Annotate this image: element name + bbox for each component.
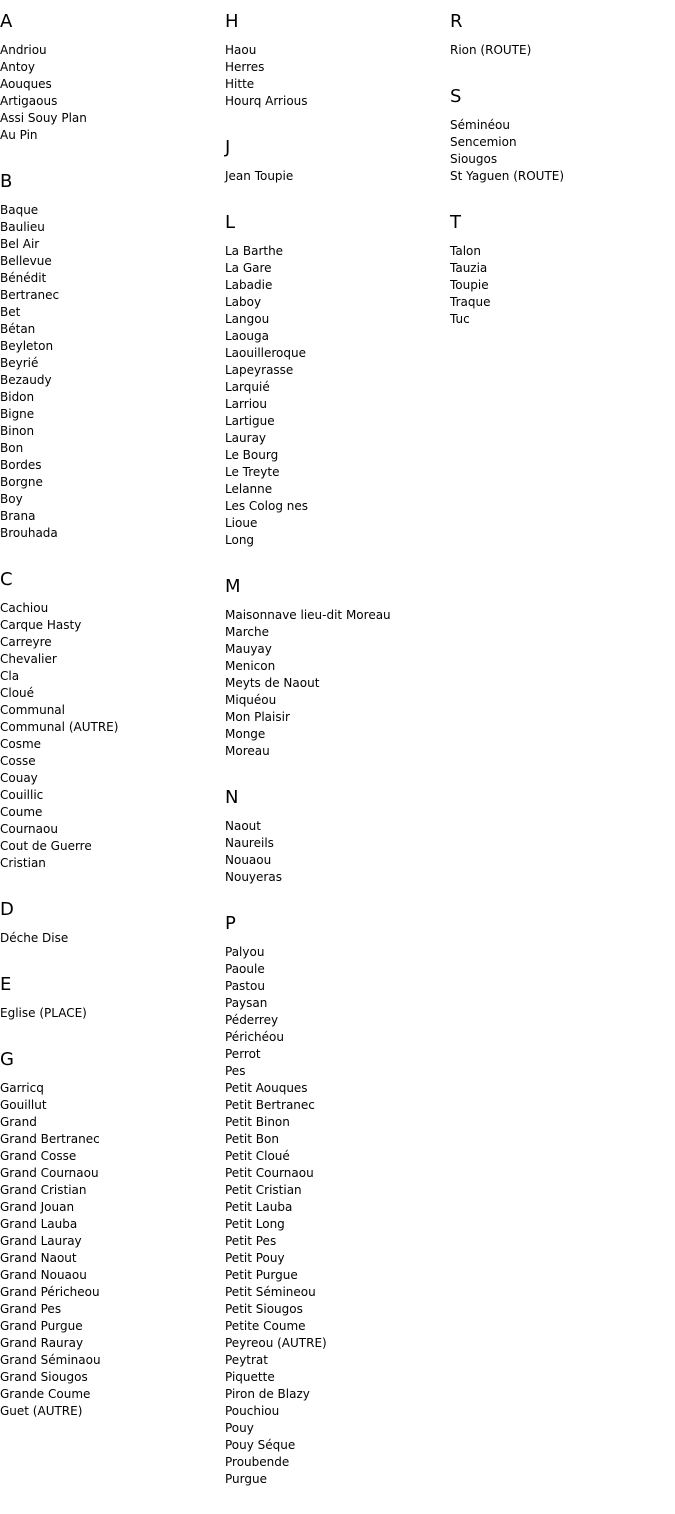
- place-name: La Gare: [225, 261, 272, 275]
- place-name: Nouaou: [225, 853, 272, 867]
- place-name: Les Colog nes: [225, 499, 308, 513]
- place-name: Bertranec: [0, 288, 60, 302]
- place-name: Bel Air: [0, 237, 40, 251]
- place-name: Beyrié: [0, 356, 39, 370]
- place-name: Naout: [225, 819, 261, 833]
- place-name: Haou: [225, 43, 257, 57]
- section-s: [450, 85, 675, 185]
- place-name: Bordes: [0, 458, 42, 472]
- place-name: Petit Cristian: [225, 1183, 302, 1197]
- place-name: Petit Pes: [225, 1234, 277, 1248]
- place-name: Cosme: [0, 737, 42, 751]
- section-h: [225, 10, 450, 110]
- place-name: Herres: [225, 60, 265, 74]
- place-name: Garricq: [0, 1081, 44, 1095]
- column-2: [225, 10, 450, 1514]
- place-name: Petit Pouy: [225, 1251, 285, 1265]
- section-b: [0, 170, 225, 542]
- place-name: Grand Cosse: [0, 1149, 77, 1163]
- section-a: [0, 10, 225, 144]
- place-name: Toupie: [450, 278, 489, 292]
- place-name: Beyleton: [0, 339, 54, 353]
- place-name: Piron de Blazy: [225, 1387, 310, 1401]
- place-name: Lioue: [225, 516, 258, 530]
- place-name: Pouchiou: [225, 1404, 280, 1418]
- section-m: [225, 575, 450, 760]
- place-name: Couillic: [0, 788, 44, 802]
- column-1: [0, 10, 225, 1446]
- section-letter-heading: N: [225, 787, 239, 808]
- place-name: Menicon: [225, 659, 276, 673]
- place-name: Cloué: [0, 686, 35, 700]
- place-name: Petit Bon: [225, 1132, 279, 1146]
- place-name: Chevalier: [0, 652, 57, 666]
- place-list: [0, 600, 225, 872]
- place-name: Communal (AUTRE): [0, 720, 119, 734]
- place-name: Laouilleroque: [225, 346, 306, 360]
- place-name: Carque Hasty: [0, 618, 82, 632]
- place-name: Paysan: [225, 996, 268, 1010]
- place-name: Boy: [0, 492, 23, 506]
- place-name: Le Treyte: [225, 465, 280, 479]
- place-name: Borgne: [0, 475, 43, 489]
- place-list: [0, 42, 225, 144]
- place-name: Péderrey: [225, 1013, 279, 1027]
- place-name: Petit Purgue: [225, 1268, 298, 1282]
- place-name: Petit Cournaou: [225, 1166, 314, 1180]
- section-g: [0, 1048, 225, 1420]
- place-name: Mon Plaisir: [225, 710, 290, 724]
- place-name: Laboy: [225, 295, 262, 309]
- place-list: [0, 930, 225, 947]
- place-list: [225, 607, 450, 760]
- place-name: Bet: [0, 305, 21, 319]
- place-name: Sencemion: [450, 135, 517, 149]
- place-name: Tuc: [450, 312, 470, 326]
- place-name: Grand Séminaou: [0, 1353, 101, 1367]
- place-name: Grand Lauray: [0, 1234, 82, 1248]
- section-letter-heading: H: [225, 11, 239, 32]
- place-name: Petit Lauba: [225, 1200, 293, 1214]
- place-name: Bénédit: [0, 271, 47, 285]
- section-d: [0, 898, 225, 947]
- place-name: Assi Souy Plan: [0, 111, 87, 125]
- place-name: Labadie: [225, 278, 273, 292]
- place-name: Mauyay: [225, 642, 272, 656]
- section-l: [225, 211, 450, 549]
- section-letter-heading: M: [225, 576, 241, 597]
- place-name: Hitte: [225, 77, 255, 91]
- place-list: [225, 944, 450, 1488]
- place-name: Petit Siougos: [225, 1302, 303, 1316]
- place-name: Grand Naout: [0, 1251, 77, 1265]
- place-list: [225, 243, 450, 549]
- place-name: Déche Dise: [0, 931, 69, 945]
- place-name: Petit Aouques: [225, 1081, 308, 1095]
- place-name: Petit Cloué: [225, 1149, 290, 1163]
- place-name: Paoule: [225, 962, 265, 976]
- place-name: Cla: [0, 669, 20, 683]
- place-name: Lartigue: [225, 414, 275, 428]
- section-p: [225, 912, 450, 1488]
- place-name: Miquéou: [225, 693, 277, 707]
- place-name: Maisonnave lieu-dit Moreau: [225, 608, 391, 622]
- place-name: Pouy: [225, 1421, 254, 1435]
- place-name: Perrot: [225, 1047, 261, 1061]
- place-list: [450, 117, 675, 185]
- place-name: Bigne: [0, 407, 35, 421]
- section-letter-heading: E: [0, 974, 12, 995]
- section-letter-heading: P: [225, 913, 236, 934]
- place-name: Petit Long: [225, 1217, 285, 1231]
- place-name: Larriou: [225, 397, 267, 411]
- place-name: Cachiou: [0, 601, 49, 615]
- place-name: Séminéou: [450, 118, 510, 132]
- place-list: [0, 1080, 225, 1420]
- section-j: [225, 136, 450, 185]
- place-name: Bellevue: [0, 254, 52, 268]
- place-name: Purgue: [225, 1472, 267, 1486]
- place-name: Le Bourg: [225, 448, 279, 462]
- place-name: Peyreou (AUTRE): [225, 1336, 327, 1350]
- place-name: Cout de Guerre: [0, 839, 92, 853]
- place-name: Grand Purgue: [0, 1319, 83, 1333]
- place-name: Pouy Séque: [225, 1438, 296, 1452]
- place-name: Monge: [225, 727, 266, 741]
- place-name: Pastou: [225, 979, 265, 993]
- place-name: Périchéou: [225, 1030, 284, 1044]
- section-letter-heading: A: [0, 11, 13, 32]
- section-n: [225, 786, 450, 886]
- place-name: Moreau: [225, 744, 270, 758]
- place-name: Carreyre: [0, 635, 52, 649]
- place-name: Artigaous: [0, 94, 58, 108]
- place-name: Bon: [0, 441, 24, 455]
- section-letter-heading: R: [450, 11, 463, 32]
- place-name: Grand Cristian: [0, 1183, 87, 1197]
- place-name: Coume: [0, 805, 43, 819]
- place-name: Meyts de Naout: [225, 676, 320, 690]
- place-name: Antoy: [0, 60, 35, 74]
- place-name: Lelanne: [225, 482, 273, 496]
- place-name: Au Pin: [0, 128, 38, 142]
- place-name: Binon: [0, 424, 35, 438]
- place-name: Grand Nouaou: [0, 1268, 87, 1282]
- place-name: Piquette: [225, 1370, 275, 1384]
- place-name: Cournaou: [0, 822, 58, 836]
- place-name: Petit Binon: [225, 1115, 290, 1129]
- place-name: Proubende: [225, 1455, 290, 1469]
- place-name: Siougos: [450, 152, 498, 166]
- place-name: Petit Sémineou: [225, 1285, 316, 1299]
- place-name: Nouyeras: [225, 870, 282, 884]
- place-name: Communal: [0, 703, 65, 717]
- place-name: Guet (AUTRE): [0, 1404, 83, 1418]
- place-list: [225, 168, 450, 185]
- place-name: Petite Coume: [225, 1319, 306, 1333]
- place-name: Laouga: [225, 329, 269, 343]
- place-name: Couay: [0, 771, 38, 785]
- section-letter-heading: D: [0, 899, 14, 920]
- place-name: Traque: [450, 295, 491, 309]
- place-name: Grand Lauba: [0, 1217, 78, 1231]
- place-name: Long: [225, 533, 255, 547]
- place-name: Rion (ROUTE): [450, 43, 532, 57]
- place-name: Naureils: [225, 836, 274, 850]
- place-name: Cosse: [0, 754, 36, 768]
- place-list: [225, 42, 450, 110]
- section-letter-heading: T: [450, 212, 461, 233]
- place-name: Marche: [225, 625, 269, 639]
- place-name: Andriou: [0, 43, 47, 57]
- place-name: Grand Bertranec: [0, 1132, 100, 1146]
- place-name: Jean Toupie: [225, 169, 294, 183]
- place-name: Gouillut: [0, 1098, 47, 1112]
- place-name: Baulieu: [0, 220, 45, 234]
- place-name: Palyou: [225, 945, 265, 959]
- place-name: Grand Rauray: [0, 1336, 84, 1350]
- place-name: Hourq Arrious: [225, 94, 308, 108]
- place-name: Bétan: [0, 322, 36, 336]
- section-e: [0, 973, 225, 1022]
- place-name: Cristian: [0, 856, 46, 870]
- section-letter-heading: S: [450, 86, 462, 107]
- place-name: Pes: [225, 1064, 246, 1078]
- place-name: Langou: [225, 312, 270, 326]
- place-name: Larquié: [225, 380, 270, 394]
- place-list: [450, 42, 675, 59]
- place-name: Grand Péricheou: [0, 1285, 100, 1299]
- place-name: Lauray: [225, 431, 267, 445]
- place-name: Bidon: [0, 390, 35, 404]
- place-name: Grande Coume: [0, 1387, 91, 1401]
- place-name: Grand Pes: [0, 1302, 62, 1316]
- section-letter-heading: B: [0, 171, 13, 192]
- place-name: Grand Cournaou: [0, 1166, 99, 1180]
- place-name: St Yaguen (ROUTE): [450, 169, 565, 183]
- section-letter-heading: L: [225, 212, 236, 233]
- place-list: [0, 202, 225, 542]
- place-name: Tauzia: [450, 261, 488, 275]
- place-list: [225, 818, 450, 886]
- section-letter-heading: J: [225, 137, 231, 158]
- place-name: Bezaudy: [0, 373, 52, 387]
- place-name: Talon: [450, 244, 481, 258]
- place-name: La Barthe: [225, 244, 284, 258]
- place-name: Brouhada: [0, 526, 58, 540]
- column-3: [450, 10, 675, 354]
- place-list: [450, 243, 675, 328]
- place-name: Brana: [0, 509, 36, 523]
- section-c: [0, 568, 225, 872]
- place-name: Lapeyrasse: [225, 363, 294, 377]
- place-name: Baque: [0, 203, 39, 217]
- place-name: Petit Bertranec: [225, 1098, 315, 1112]
- place-name: Grand Siougos: [0, 1370, 88, 1384]
- section-letter-heading: G: [0, 1049, 14, 1070]
- place-name: Grand: [0, 1115, 37, 1129]
- section-r: [450, 10, 675, 59]
- section-t: [450, 211, 675, 328]
- section-letter-heading: C: [0, 569, 13, 590]
- place-name: Eglise (PLACE): [0, 1006, 87, 1020]
- place-name: Peytrat: [225, 1353, 268, 1367]
- place-name: Aouques: [0, 77, 52, 91]
- place-name: Grand Jouan: [0, 1200, 75, 1214]
- place-list: [0, 1005, 225, 1022]
